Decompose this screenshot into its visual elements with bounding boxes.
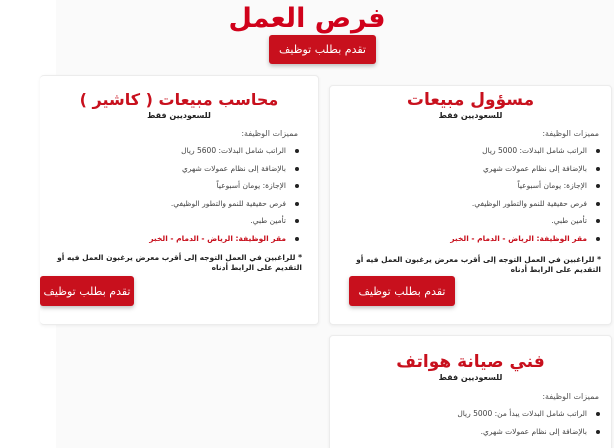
features-list [450, 145, 601, 250]
feature-item: الراتب شامل البدلات: 5000 ريال [450, 145, 601, 163]
feature-item: فرص حقيقية للنمو والتطور الوظيفي. [149, 198, 300, 216]
job-card-cashier [40, 75, 319, 325]
feature-item: الإجازة: يومان أسبوعياً [450, 180, 601, 198]
job-location: مقر الوظيفة: الرياض - الدمام - الخبر [149, 233, 300, 251]
feature-item: الراتب شامل البدلات يبدأ من: 5000 ريال [457, 408, 601, 426]
feature-item: بالإضافة إلى نظام عمولات شهري [149, 163, 300, 181]
job-card-phone-technician [329, 335, 612, 448]
job-title: فني صيانة هواتف [396, 352, 545, 372]
features-list [457, 408, 601, 443]
feature-item: فرص حقيقية للنمو والتطور الوظيفي. [450, 198, 601, 216]
feature-item: بالإضافة إلى نظام عمولات شهري. [457, 426, 601, 444]
page-title: فرص العمل [228, 3, 386, 34]
apply-button[interactable]: تقدم بطلب توظيف [349, 276, 455, 306]
features-heading: مميزات الوظيفة: [542, 392, 599, 401]
job-subtitle: للسعوديين فقط [147, 111, 211, 120]
job-location: مقر الوظيفة: الرياض - الدمام - الخبر [450, 233, 601, 251]
features-heading: مميزات الوظيفة: [241, 129, 298, 138]
feature-item: بالإضافة إلى نظام عمولات شهري [450, 163, 601, 181]
job-title: محاسب مبيعات ( كاشير ) [79, 90, 279, 109]
application-note: * للراغبين في العمل التوجه إلى أقرب معرض يرغبون العمل فيه أو التقديم على الرابط أدناه [57, 253, 302, 272]
apply-button-top[interactable]: تقدم بطلب توظيف [269, 35, 376, 64]
job-title: مسؤول مبيعات [406, 90, 535, 110]
feature-item: الإجازة: يومان أسبوعياً [149, 180, 300, 198]
features-list [149, 145, 300, 250]
job-card-sales-officer [329, 85, 612, 325]
features-heading: مميزات الوظيفة: [542, 129, 599, 138]
application-note: * للراغبين في العمل التوجه إلى أقرب معرض يرغبون العمل فيه أو التقديم على الرابط أدناه [356, 255, 601, 274]
apply-button[interactable]: تقدم بطلب توظيف [40, 276, 134, 306]
feature-item: تأمين طبي. [149, 215, 300, 233]
feature-item: تأمين طبي. [450, 215, 601, 233]
job-subtitle: للسعوديين فقط [438, 373, 503, 382]
feature-item: الراتب شامل البدلات: 5600 ريال [149, 145, 300, 163]
job-subtitle: للسعوديين فقط [438, 111, 503, 120]
